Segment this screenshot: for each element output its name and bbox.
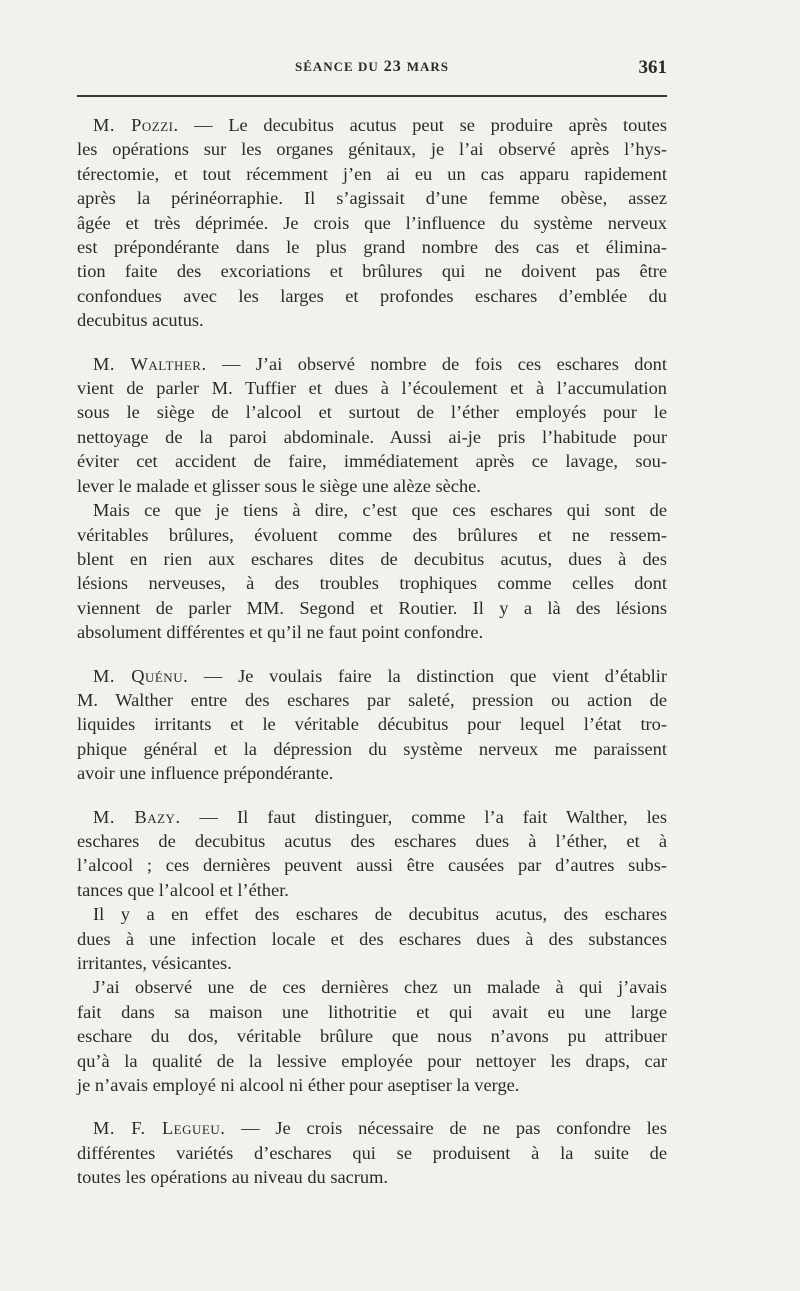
line-text: — J’ai observé nombre de fois ces eschares dont <box>206 353 667 374</box>
text-line: je n’avais employé ni alcool ni éther pour aseptiser la verge. <box>77 1075 520 1096</box>
running-title-number: 23 <box>383 58 402 75</box>
speaker-name: M. Quénu. <box>93 665 189 686</box>
text-line: vient de parler M. Tuffier et dues à l’écoulement et à l’accumulation <box>77 378 667 399</box>
text-line: fait dans sa maison une lithotritie et qui avait eu une large <box>77 1001 667 1022</box>
text-line: liquides irritants et le véritable décubitus pour lequel l’état tro- <box>77 714 667 735</box>
text-line: est prépondérante dans le plus grand nombre des cas et élimina- <box>77 237 667 258</box>
text-line: J’ai observé une de ces dernières chez un malade à qui j’avais <box>93 977 667 998</box>
text-line: decubitus acutus. <box>77 310 204 331</box>
text-line: après la périnéorraphie. Il s’agissait d’une femme obèse, assez <box>77 188 667 209</box>
text-line: lésions nerveuses, à des troubles trophiques comme celles dont <box>77 573 667 594</box>
line-text: — Je voulais faire la distinction que vient d’établir <box>188 665 667 686</box>
text-line: tion faite des excoriations et brûlures qui ne doivent pas être <box>77 261 667 282</box>
paragraph-walther <box>77 352 667 498</box>
text-line: véritables brûlures, évoluent comme des brûlures et ne ressem- <box>77 524 667 545</box>
page-number: 361 <box>638 57 667 78</box>
text-line: les opérations sur les organes génitaux, je l’ai observé après l’hys- <box>77 139 667 160</box>
speaker-name: M. F. Legueu. <box>93 1118 226 1139</box>
paragraph-walther-continued <box>77 498 667 644</box>
line-text: — Le decubitus acutus peut se produire après toutes <box>178 115 667 135</box>
text-line: confondues avec les larges et profondes eschares d’emblée du <box>77 285 667 306</box>
document-body <box>77 113 667 1190</box>
text-line: sous le siège de l’alcool et surtout de l’éther employés pour le <box>77 402 667 423</box>
text-line: dues à une infection locale et des eschares dues à des substances <box>77 928 667 949</box>
speaker-name: M. Pozzi. <box>93 115 179 135</box>
paragraph-quenu <box>77 664 667 786</box>
text-line: térectomie, et tout récemment j’en ai eu un cas apparu rapidement <box>77 163 667 184</box>
text-line: toutes les opérations au niveau du sacrum. <box>77 1167 389 1188</box>
text-line: eschares de decubitus acutus des eschares dues à l’éther, et à <box>77 830 667 851</box>
text-line: viennent de parler MM. Segond et Routier. Il y a là des lésions <box>77 597 667 618</box>
text-line <box>77 805 667 829</box>
paragraph-bazy-continued <box>77 902 667 975</box>
text-line <box>77 352 667 376</box>
paragraph-bazy <box>77 805 667 903</box>
text-line: éviter cet accident de faire, immédiatement après ce lavage, sou- <box>77 451 667 472</box>
text-line: l’alcool ; ces dernières peuvent aussi être causées par d’autres subs- <box>77 855 667 876</box>
text-line <box>77 113 667 137</box>
running-title <box>77 58 667 76</box>
text-line: Il y a en effet des eschares de decubitus acutus, des eschares <box>93 904 667 925</box>
text-line: blent en rien aux eschares dites de decubitus acutus, dues à des <box>77 548 667 569</box>
text-line: M. Walther entre des eschares par saleté, pression ou action de <box>77 689 667 710</box>
text-line: irritantes, vésicantes. <box>77 953 232 973</box>
line-text: — Il faut distinguer, comme l’a fait Walther, les <box>180 806 667 827</box>
text-line: Mais ce que je tiens à dire, c’est que ces eschares qui sont de <box>93 500 667 521</box>
text-line: eschare du dos, véritable brûlure que nous n’avons pu attribuer <box>77 1026 667 1047</box>
paragraph-pozzi <box>77 113 667 333</box>
text-line <box>77 1116 667 1140</box>
running-title-month: MARS <box>406 59 450 74</box>
paragraph-bazy-continued-2 <box>77 975 667 1097</box>
text-line: lever le malade et glisser sous le siège une alèze sèche. <box>77 475 481 496</box>
running-title-prefix: SÉANCE DU <box>294 59 379 74</box>
text-line: phique général et la dépression du système nerveux me paraissent <box>77 738 667 759</box>
text-line <box>77 664 667 688</box>
text-line: âgée et très déprimée. Je crois que l’influence du système nerveux <box>77 212 667 233</box>
line-text: — Je crois nécessaire de ne pas confondre les <box>225 1118 667 1139</box>
text-line: avoir une influence prépondérante. <box>77 763 334 784</box>
text-line: nettoyage de la paroi abdominale. Aussi ai-je pris l’habitude pour <box>77 426 667 447</box>
text-line: absolument différentes et qu’il ne faut point confondre. <box>77 622 484 643</box>
speaker-name: M. Walther. <box>93 353 207 374</box>
text-line: tances que l’alcool et l’éther. <box>77 879 289 900</box>
speaker-name: M. Bazy. <box>93 806 181 827</box>
header-rule <box>77 95 667 97</box>
paragraph-legueu <box>77 1116 667 1189</box>
running-head <box>77 58 667 84</box>
text-line: qu’à la qualité de la lessive employée pour nettoyer les draps, car <box>77 1050 667 1071</box>
text-line: différentes variétés d’eschares qui se produisent à la suite de <box>77 1142 667 1163</box>
